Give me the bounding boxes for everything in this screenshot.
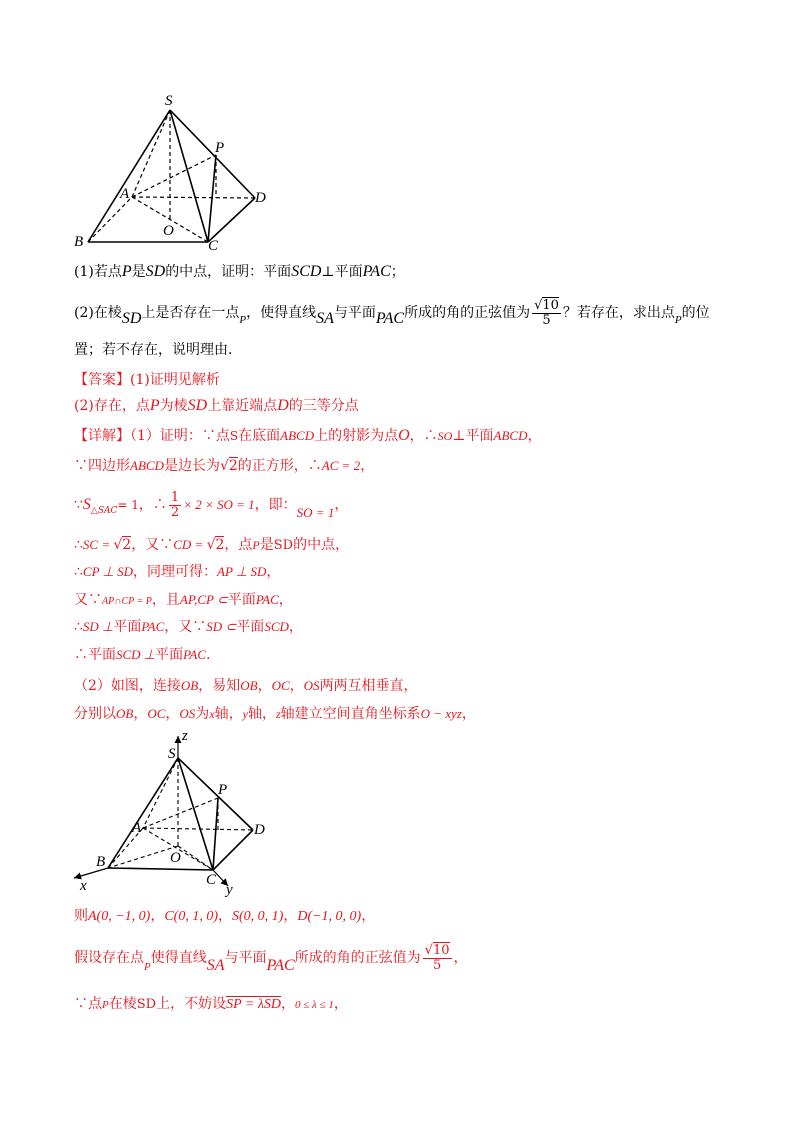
label-S: S: [165, 93, 173, 109]
label-A: A: [120, 186, 130, 202]
label-D: D: [255, 190, 266, 206]
detail-line-9: （2）如图，连接OB，易知OB，OC，OS两两互相垂直，: [74, 678, 418, 694]
question-2: (2)在棱SD上是否存在一点$_P$，使得直线SA与平面PAC所成的角的正弦值为 $\frac{√10}{5}$ ？若存在，求出点$_P$的位: [74, 297, 710, 328]
answer-1: 【答案】(1)证明见解析: [74, 372, 220, 388]
label-B: B: [74, 234, 84, 250]
label-O: O: [163, 223, 174, 239]
label-C: C: [206, 872, 217, 888]
label-D: D: [254, 822, 265, 838]
label-B: B: [96, 854, 106, 870]
label-y: y: [226, 882, 233, 898]
question-1: (1)若点P是SD的中点，证明：平面SCD⊥平面PAC；: [74, 263, 405, 280]
answer-2: (2)存在，点P为棱SD上靠近端点D的三等分点: [74, 397, 359, 414]
question-2-line-2: 置；若不存在，说明理由.: [74, 342, 233, 358]
label-P: P: [215, 140, 225, 156]
detail-line-6: 又∵AP∩CP = P，且AP,CP ⊂平面PAC，: [74, 592, 293, 608]
label-S: S: [168, 746, 176, 762]
detail-line-4: ∴SC = √2，又∵CD = √2，点P是SD的中点，: [74, 537, 350, 553]
label-C: C: [208, 238, 219, 250]
detail-line-5: ∴CP ⊥ SD，同理可得：AP ⊥ SD，: [74, 564, 281, 580]
pyramid-figure-1: [70, 90, 280, 250]
label-x: x: [80, 878, 87, 894]
detail-line-1: 【详解】（1）证明：∵点S在底面ABCD上的射影为点O，∴SO⊥平面ABCD，: [74, 427, 542, 444]
last-line: ∵点P在棱SD上，不妨设SP = λSD，0 ≤ λ ≤ 1，: [74, 996, 348, 1012]
detail-line-2: ∵四边形ABCD是边长为√2的正方形，∴AC = 2，: [74, 458, 375, 474]
label-A: A: [132, 820, 142, 836]
detail-line-10: 分别以OB，OC，OS为x轴，y轴，z轴建立空间直角坐标系O − xyz，: [74, 706, 476, 722]
coords-line: 则A(0, −1, 0)，C(0, 1, 0)，S(0, 0, 1)，D(−1, 0, 0)，: [74, 908, 376, 924]
label-O: O: [170, 850, 181, 866]
detail-line-7: ∴SD ⊥平面PAC，又∵SD ⊂平面SCD，: [74, 619, 303, 635]
label-P: P: [218, 782, 228, 798]
detail-line-3: $\because S_{\triangle SAC}= 1$，∴ $\frac{1}{2}$ × 2 × SO = 1，即：SO = 1，: [74, 489, 349, 520]
label-z: z: [182, 728, 188, 744]
detail-line-8: ∴平面SCD ⊥平面PAC.: [74, 647, 211, 663]
assume-line: 假设存在点$_P$使得直线SA与平面PAC所成的角的正弦值为 $\frac{√10}{5}$ ，: [74, 942, 468, 974]
pyramid-figure-2: [68, 728, 278, 898]
